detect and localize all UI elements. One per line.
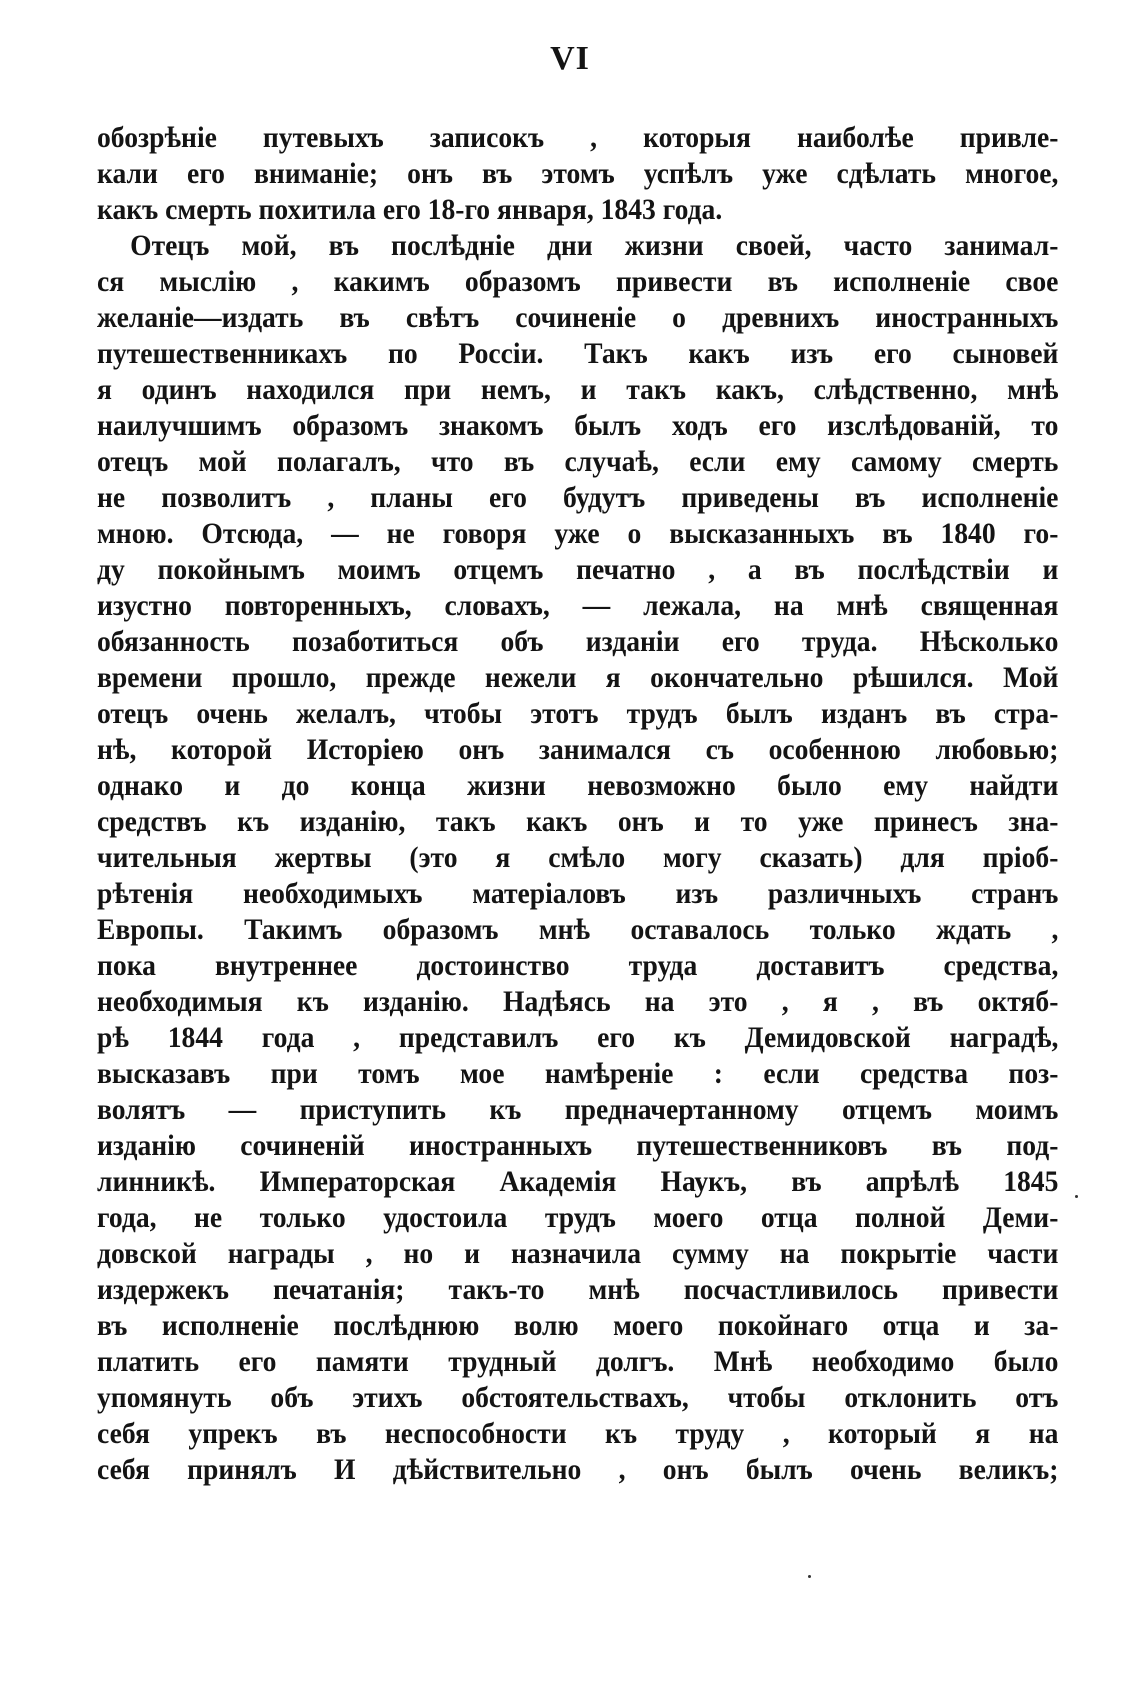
paragraph-start-line: Отецъ мой, въ послѣдніе дни жизни своей, часто занимал- — [130, 229, 1059, 262]
text-line: линникѣ. Императорская Академія Наукъ, въ апрѣлѣ 1845 — [97, 1165, 1059, 1198]
text-line: довской награды , но и назначила сумму на покрытіе части — [97, 1237, 1059, 1270]
text-line: года, не только удостоила трудъ моего отца полной Деми- — [97, 1201, 1059, 1234]
text-line: путешественникахъ по Россіи. Такъ какъ изъ его сыновей — [97, 337, 1059, 370]
text-line: изданію сочиненій иностранныхъ путешественниковъ въ под- — [97, 1129, 1059, 1162]
text-line: себя принялъ И дѣйствительно , онъ былъ очень великъ; — [97, 1453, 1059, 1486]
text-line: въ исполненіе послѣднюю волю моего покойнаго отца и за- — [97, 1309, 1059, 1342]
text-line: не позволитъ , планы его будутъ приведены въ исполненіе — [97, 481, 1059, 514]
text-line: пока внутреннее достоинство труда доставитъ средства, — [97, 949, 1059, 982]
text-line: Европы. Такимъ образомъ мнѣ оставалось только ждать , — [97, 913, 1059, 946]
text-line: мною. Отсюда, — не говоря уже о высказанныхъ въ 1840 го- — [97, 517, 1059, 550]
text-line: отецъ мой полагалъ, что въ случаѣ, если ему самому смерть — [97, 445, 1059, 478]
print-speck — [1075, 1195, 1078, 1198]
text-line: средствъ къ изданію, такъ какъ онъ и то уже принесъ зна- — [97, 805, 1059, 838]
text-line: наилучшимъ образомъ знакомъ былъ ходъ его изслѣдованій, то — [97, 409, 1059, 442]
text-line: нѣ, которой Исторіею онъ занимался съ особенною любовью; — [97, 733, 1059, 766]
text-line: однако и до конца жизни невозможно было ему найдти — [97, 769, 1059, 802]
print-speck — [808, 1575, 811, 1578]
text-line: ду покойнымъ моимъ отцемъ печатно , а въ послѣдствіи и — [97, 553, 1059, 586]
text-line: необходимыя къ изданію. Надѣясь на это , я , въ октяб- — [97, 985, 1059, 1018]
text-line: рѣтенія необходимыхъ матеріаловъ изъ различныхъ странъ — [97, 877, 1059, 910]
text-line: себя упрекъ въ неспособности къ труду , который я на — [97, 1417, 1059, 1450]
text-line: желаніе—издать въ свѣтъ сочиненіе о древнихъ иностранныхъ — [97, 301, 1059, 334]
text-line: издержекъ печатанія; такъ-то мнѣ посчастливилось привести — [97, 1273, 1059, 1306]
text-line: рѣ 1844 года , представилъ его къ Демидовской наградѣ, — [97, 1021, 1059, 1054]
text-line: кали его вниманіе; онъ въ этомъ успѣлъ уже сдѣлать многое, — [97, 157, 1059, 190]
body-text — [97, 120, 1059, 1488]
text-line: какъ смерть похитила его 18-го января, 1843 года. — [97, 193, 723, 226]
text-line: времени прошло, прежде нежели я окончательно рѣшился. Мой — [97, 661, 1059, 694]
text-line: упомянуть объ этихъ обстоятельствахъ, чтобы отклонить отъ — [97, 1381, 1059, 1414]
text-line: отецъ очень желалъ, чтобы этотъ трудъ былъ изданъ въ стра- — [97, 697, 1059, 730]
text-line: чительныя жертвы (это я смѣло могу сказать) для пріоб- — [97, 841, 1059, 874]
text-line: платить его памяти трудный долгъ. Мнѣ необходимо было — [97, 1345, 1059, 1378]
text-line: ся мыслію , какимъ образомъ привести въ исполненіе свое — [97, 265, 1059, 298]
text-line: высказавъ при томъ мое намѣреніе : если средства поз- — [97, 1057, 1059, 1090]
page-number: VI — [550, 40, 590, 77]
text-line: я одинъ находился при немъ, и такъ какъ, слѣдственно, мнѣ — [97, 373, 1059, 406]
text-line: обозрѣніе путевыхъ записокъ , которыя наиболѣе привле- — [97, 121, 1059, 154]
text-line: изустно повторенныхъ, словахъ, — лежала, на мнѣ священная — [97, 589, 1059, 622]
text-line: обязанность позаботиться объ изданіи его труда. Нѣсколько — [97, 625, 1059, 658]
text-line: волятъ — приступить къ предначертанному отцемъ моимъ — [97, 1093, 1059, 1126]
